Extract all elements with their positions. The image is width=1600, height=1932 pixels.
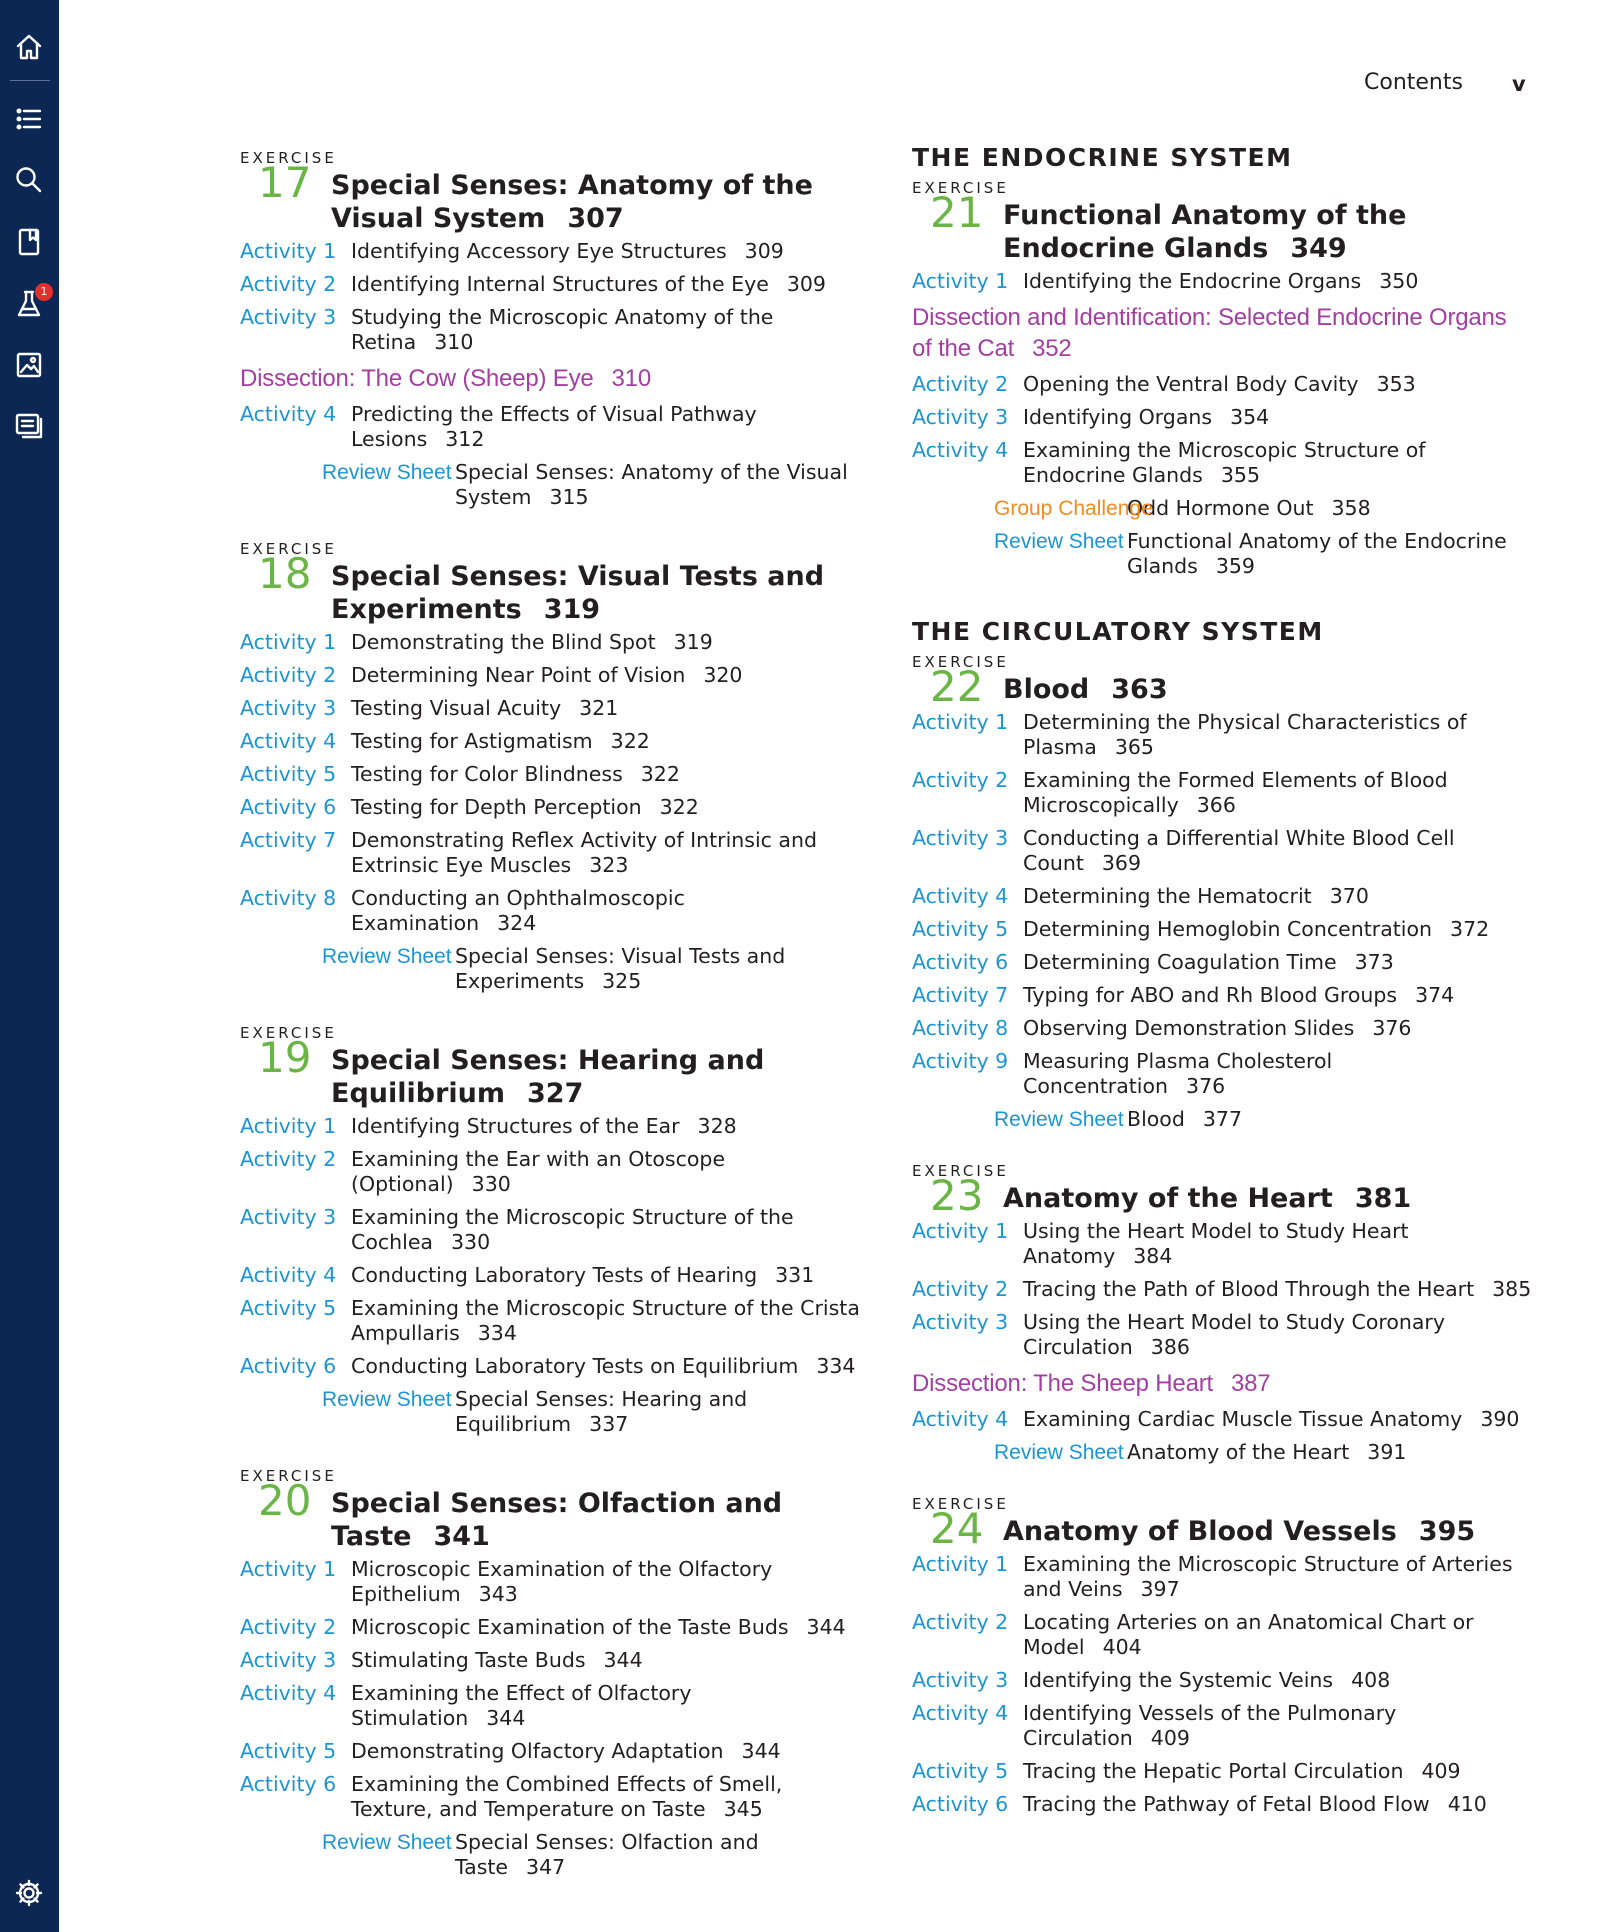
activity-entry[interactable]	[240, 1354, 860, 1379]
activity-label: Activity 2	[912, 1610, 1009, 1634]
group-challenge-entry[interactable]	[912, 496, 1532, 521]
exercise-number: 24	[930, 1504, 984, 1553]
activity-page: 322	[640, 762, 680, 786]
activity-title: Testing for Color Blindness	[351, 762, 623, 786]
review-sheet-label: Review Sheet	[994, 1108, 1124, 1131]
exercise-page: 381	[1354, 1183, 1412, 1214]
activity-label: Activity 1	[912, 710, 1009, 734]
activity-page: 344	[486, 1706, 526, 1730]
activity-label: Activity 6	[240, 1772, 337, 1796]
activity-label: Activity 5	[912, 917, 1009, 941]
review-sheet-entry[interactable]	[912, 529, 1532, 579]
review-sheet-title: Functional Anatomy of the Endocrine Glands	[1127, 529, 1507, 578]
activity-page: 385	[1492, 1277, 1532, 1301]
activity-title: Identifying Vessels of the Pulmonary Circulation	[1023, 1701, 1397, 1750]
activity-label: Activity 5	[912, 1759, 1009, 1783]
activity-label: Activity 5	[240, 1739, 337, 1763]
activity-page: 323	[589, 853, 629, 877]
activity-entry[interactable]	[240, 1681, 860, 1731]
review-sheet-page: 347	[526, 1855, 566, 1879]
activity-entry[interactable]	[912, 1407, 1532, 1432]
activity-title: Opening the Ventral Body Cavity	[1023, 372, 1359, 396]
activity-label: Activity 6	[912, 1792, 1009, 1816]
review-sheet-label: Review Sheet	[322, 1831, 452, 1854]
exercise-label: EXERCISE	[240, 1024, 337, 1042]
activity-title: Conducting a Differential White Blood Cell Count	[1023, 826, 1455, 875]
review-sheet-label: Review Sheet	[994, 1441, 1124, 1464]
activity-label: Activity 4	[912, 1407, 1009, 1431]
activity-entry[interactable]	[240, 630, 860, 655]
activity-label: Activity 1	[240, 1114, 337, 1138]
activity-title: Tracing the Path of Blood Through the Heart	[1023, 1277, 1475, 1301]
activity-page: 366	[1196, 793, 1236, 817]
notes-icon[interactable]	[12, 408, 46, 442]
activity-title: Using the Heart Model to Study Coronary Circulation	[1023, 1310, 1445, 1359]
activity-page: 322	[610, 729, 650, 753]
activity-entry[interactable]	[240, 729, 860, 754]
review-sheet-title: Blood	[1127, 1107, 1185, 1131]
activity-title: Examining the Formed Elements of Blood Microscopically	[1023, 768, 1448, 817]
exercise-page: 363	[1111, 674, 1168, 705]
activity-entry[interactable]	[912, 1016, 1532, 1041]
activity-label: Activity 5	[240, 1296, 337, 1320]
activity-entry[interactable]	[240, 1648, 860, 1673]
activity-entry[interactable]	[240, 663, 860, 688]
exercise-label: EXERCISE	[240, 149, 337, 167]
activity-entry[interactable]	[912, 884, 1532, 909]
activity-label: Activity 4	[240, 729, 337, 753]
activity-title: Examining the Combined Effects of Smell, Texture, and Temperature on Taste	[351, 1772, 783, 1821]
activity-label: Activity 3	[240, 1205, 337, 1229]
review-sheet-title: Special Senses: Anatomy of the Visual System	[455, 460, 848, 509]
running-header: Contents	[1364, 70, 1463, 95]
activity-title: Typing for ABO and Rh Blood Groups	[1023, 983, 1398, 1007]
activity-title: Examining the Microscopic Structure of Endocrine Glands	[1023, 438, 1426, 487]
activity-entry[interactable]	[240, 1739, 860, 1764]
review-sheet-page: 315	[549, 485, 589, 509]
activity-entry[interactable]	[240, 696, 860, 721]
activity-page: 310	[434, 330, 474, 354]
activity-title: Testing for Depth Perception	[351, 795, 642, 819]
activity-entry[interactable]	[240, 1263, 860, 1288]
activity-entry[interactable]	[912, 1759, 1532, 1784]
activity-label: Activity 1	[912, 1552, 1009, 1576]
dissection-entry[interactable]: Dissection: The Cow (Sheep) Eye 310	[240, 365, 651, 392]
activity-entry[interactable]	[240, 239, 860, 264]
search-icon[interactable]	[12, 163, 46, 197]
activity-label: Activity 3	[912, 1668, 1009, 1692]
review-sheet-label: Review Sheet	[322, 1388, 452, 1411]
activity-page: 374	[1415, 983, 1455, 1007]
activity-page: 372	[1450, 917, 1490, 941]
activity-page: 408	[1351, 1668, 1391, 1692]
exercise-number: 19	[258, 1033, 312, 1082]
exercise-22	[912, 653, 1532, 1132]
review-sheet-entry[interactable]	[240, 1387, 860, 1437]
exercise-page: 319	[543, 594, 601, 625]
exercise-number: 18	[258, 549, 312, 598]
exercise-20	[240, 1467, 860, 1880]
activity-page: 343	[478, 1582, 518, 1606]
activity-title: Using the Heart Model to Study Heart Anatomy	[1023, 1219, 1409, 1268]
activity-label: Activity 9	[912, 1049, 1009, 1073]
exercise-23	[912, 1162, 1532, 1465]
activity-page: 344	[741, 1739, 781, 1763]
activity-label: Activity 3	[240, 305, 337, 329]
exercise-title: Special Senses: Hearing and Equilibrium 327	[331, 1045, 765, 1109]
activity-title: Identifying the Systemic Veins	[1023, 1668, 1334, 1692]
activity-label: Activity 4	[912, 1701, 1009, 1725]
activity-label: Activity 1	[912, 1219, 1009, 1243]
exercise-21	[912, 179, 1532, 579]
activity-label: Activity 3	[912, 405, 1009, 429]
dissection-entry[interactable]: Dissection and Identification: Selected Endocrine Organs of the Cat 352	[912, 304, 1507, 362]
activity-title: Locating Arteries on an Anatomical Chart or Model	[1023, 1610, 1474, 1659]
system-heading: THE CIRCULATORY SYSTEM	[912, 617, 1324, 646]
bookmark-page-icon[interactable]	[12, 225, 46, 259]
exercise-17	[240, 149, 860, 510]
exercise-title: Anatomy of Blood Vessels 395	[1003, 1516, 1476, 1547]
review-sheet-entry[interactable]	[912, 1107, 1532, 1132]
activity-page: 320	[703, 663, 743, 687]
activity-label: Activity 2	[240, 272, 337, 296]
activity-entry[interactable]	[240, 1114, 860, 1139]
activity-page: 390	[1480, 1407, 1520, 1431]
review-sheet-label: Review Sheet	[322, 461, 452, 484]
activity-title: Examining the Microscopic Structure of the Crista Ampullaris	[351, 1296, 860, 1345]
activity-label: Activity 4	[912, 884, 1009, 908]
activity-page: 331	[775, 1263, 815, 1287]
exercise-24	[912, 1495, 1532, 1817]
system-heading: THE ENDOCRINE SYSTEM	[912, 143, 1293, 172]
activity-page: 410	[1447, 1792, 1487, 1816]
activity-page: 344	[603, 1648, 643, 1672]
activity-title: Testing Visual Acuity	[351, 696, 562, 720]
activity-title: Identifying Structures of the Ear	[351, 1114, 680, 1138]
review-sheet-entry[interactable]	[240, 1830, 860, 1880]
activity-entry[interactable]	[240, 272, 860, 297]
activity-label: Activity 2	[240, 1147, 337, 1171]
review-sheet-title: Special Senses: Visual Tests and Experiments	[455, 944, 786, 993]
review-sheet-page: 337	[589, 1412, 629, 1436]
activity-title: Demonstrating Olfactory Adaptation	[351, 1739, 724, 1763]
activity-entry[interactable]	[912, 950, 1532, 975]
exercise-label: EXERCISE	[240, 540, 337, 558]
activity-page: 409	[1421, 1759, 1461, 1783]
image-icon[interactable]	[12, 348, 46, 382]
review-sheet-title: Special Senses: Olfaction and Taste	[455, 1830, 759, 1879]
activity-entry[interactable]	[240, 305, 860, 355]
activity-title: Microscopic Examination of the Olfactory Epithelium	[351, 1557, 773, 1606]
activity-page: 345	[723, 1797, 763, 1821]
exercise-title: Blood 363	[1003, 674, 1168, 705]
activity-page: 321	[579, 696, 619, 720]
exercise-title: Special Senses: Anatomy of the Visual System 307	[331, 170, 813, 234]
activity-entry[interactable]	[912, 1552, 1532, 1602]
exercise-18	[240, 540, 860, 994]
activity-page: 309	[786, 272, 826, 296]
activity-entry[interactable]	[912, 438, 1532, 488]
activity-page: 309	[744, 239, 784, 263]
activity-title: Examining the Microscopic Structure of the Cochlea	[351, 1205, 794, 1254]
page-number: v	[1512, 72, 1526, 96]
activity-entry[interactable]	[912, 917, 1532, 942]
activity-title: Microscopic Examination of the Taste Buds	[351, 1615, 789, 1639]
activity-label: Activity 4	[240, 402, 337, 426]
activity-page: 376	[1186, 1074, 1226, 1098]
activity-label: Activity 7	[240, 828, 337, 852]
activity-page: 312	[445, 427, 485, 451]
activity-page: 409	[1150, 1726, 1190, 1750]
activity-title: Tracing the Pathway of Fetal Blood Flow	[1023, 1792, 1430, 1816]
activity-label: Activity 3	[240, 696, 337, 720]
exercise-page: 341	[433, 1521, 490, 1552]
activity-entry[interactable]	[912, 1668, 1532, 1693]
activity-entry[interactable]	[240, 1205, 860, 1255]
activity-title: Examining the Microscopic Structure of Arteries and Veins	[1023, 1552, 1513, 1601]
activity-entry[interactable]	[912, 983, 1532, 1008]
activity-title: Identifying Accessory Eye Structures	[351, 239, 727, 263]
review-sheet-entry[interactable]	[240, 460, 860, 510]
activity-title: Measuring Plasma Cholesterol Concentration	[1023, 1049, 1333, 1098]
activity-page: 319	[673, 630, 713, 654]
contents-left-column	[240, 145, 860, 1888]
activity-entry[interactable]	[912, 1277, 1532, 1302]
exercise-label: EXERCISE	[912, 653, 1009, 671]
activity-page: 330	[471, 1172, 511, 1196]
activity-title: Examining the Effect of Olfactory Stimulation	[351, 1681, 692, 1730]
activity-label: Activity 2	[912, 1277, 1009, 1301]
activity-entry[interactable]	[912, 768, 1532, 818]
activity-entry[interactable]	[912, 269, 1532, 294]
home-icon[interactable]	[12, 30, 46, 64]
activity-title: Observing Demonstration Slides	[1023, 1016, 1355, 1040]
activity-page: 365	[1114, 735, 1154, 759]
activity-title: Examining Cardiac Muscle Tissue Anatomy	[1023, 1407, 1463, 1431]
activity-page: 344	[806, 1615, 846, 1639]
activity-entry[interactable]	[912, 710, 1532, 760]
activity-label: Activity 6	[240, 1354, 337, 1378]
activity-title: Stimulating Taste Buds	[351, 1648, 586, 1672]
review-sheet-entry[interactable]	[912, 1440, 1532, 1465]
group-challenge-title: Odd Hormone Out	[1127, 496, 1314, 520]
exercise-number: 23	[930, 1171, 984, 1220]
review-sheet-entry[interactable]	[240, 944, 860, 994]
activity-label: Activity 5	[240, 762, 337, 786]
exercise-number: 17	[258, 158, 312, 207]
activity-label: Activity 3	[912, 826, 1009, 850]
review-sheet-label: Review Sheet	[322, 945, 452, 968]
group-challenge-label: Group Challenge	[994, 497, 1153, 520]
activity-entry[interactable]	[912, 1610, 1532, 1660]
exercise-page: 349	[1290, 233, 1347, 264]
activity-page: 334	[816, 1354, 856, 1378]
activity-label: Activity 1	[240, 239, 337, 263]
activity-page: 404	[1102, 1635, 1142, 1659]
activity-label: Activity 2	[912, 768, 1009, 792]
activity-page: 322	[659, 795, 699, 819]
activity-title: Conducting an Ophthalmoscopic Examination	[351, 886, 685, 935]
activity-title: Tracing the Hepatic Portal Circulation	[1023, 1759, 1404, 1783]
activity-entry[interactable]	[240, 1615, 860, 1640]
activity-page: 353	[1376, 372, 1416, 396]
activity-label: Activity 1	[240, 1557, 337, 1581]
review-sheet-label: Review Sheet	[994, 530, 1124, 553]
activity-title: Demonstrating the Blind Spot	[351, 630, 656, 654]
activity-label: Activity 2	[912, 372, 1009, 396]
activity-entry[interactable]	[912, 405, 1532, 430]
activity-page: 397	[1140, 1577, 1180, 1601]
activity-page: 328	[697, 1114, 737, 1138]
review-sheet-title: Special Senses: Hearing and Equilibrium	[455, 1387, 748, 1436]
activity-title: Conducting Laboratory Tests of Hearing	[351, 1263, 758, 1287]
activity-page: 354	[1230, 405, 1270, 429]
activity-entry[interactable]	[240, 402, 860, 452]
exercise-label: EXERCISE	[912, 179, 1009, 197]
exercise-label: EXERCISE	[240, 1467, 337, 1485]
activity-page: 376	[1372, 1016, 1412, 1040]
exercise-number: 20	[258, 1476, 312, 1525]
activity-title: Studying the Microscopic Anatomy of the Retina	[351, 305, 774, 354]
review-sheet-title: Anatomy of the Heart	[1127, 1440, 1350, 1464]
activity-page: 369	[1101, 851, 1142, 875]
activity-page: 386	[1150, 1335, 1190, 1359]
contents-right-column	[912, 143, 1532, 1825]
notification-badge: 1	[35, 283, 53, 301]
activity-title: Predicting the Effects of Visual Pathway Lesions	[351, 402, 757, 451]
exercise-label: EXERCISE	[912, 1162, 1009, 1180]
activity-label: Activity 3	[912, 1310, 1009, 1334]
sidebar	[0, 0, 59, 1932]
exercise-title: Functional Anatomy of the Endocrine Glands 349	[1003, 200, 1407, 264]
activity-label: Activity 3	[240, 1648, 337, 1672]
review-sheet-page: 325	[602, 969, 642, 993]
activity-entry[interactable]	[240, 1557, 860, 1607]
dissection-entry[interactable]: Dissection: The Sheep Heart 387	[912, 1370, 1271, 1397]
activity-page: 334	[477, 1321, 517, 1345]
review-sheet-page: 391	[1367, 1440, 1407, 1464]
exercise-page: 395	[1418, 1516, 1476, 1547]
activity-entry[interactable]	[240, 886, 860, 936]
activity-title: Determining the Physical Characteristics of Plasma	[1023, 710, 1467, 759]
activity-page: 324	[497, 911, 537, 935]
activity-title: Conducting Laboratory Tests on Equilibrium	[351, 1354, 799, 1378]
activity-page: 373	[1354, 950, 1394, 974]
group-challenge-page: 358	[1331, 496, 1371, 520]
exercise-title: Anatomy of the Heart 381	[1003, 1183, 1412, 1214]
activity-entry[interactable]	[912, 826, 1532, 876]
activity-entry[interactable]	[240, 762, 860, 787]
activity-title: Examining the Ear with an Otoscope (Optional)	[351, 1147, 726, 1196]
exercise-number: 22	[930, 662, 984, 711]
activity-label: Activity 8	[240, 886, 337, 910]
activity-label: Activity 4	[912, 438, 1009, 462]
activity-title: Determining Near Point of Vision	[351, 663, 686, 687]
activity-entry[interactable]	[240, 795, 860, 820]
activity-title: Identifying the Endocrine Organs	[1023, 269, 1362, 293]
exercise-title: Special Senses: Visual Tests and Experiments 319	[331, 561, 825, 625]
activity-label: Activity 1	[240, 630, 337, 654]
exercise-label: EXERCISE	[912, 1495, 1009, 1513]
activity-page: 350	[1379, 269, 1419, 293]
gear-icon[interactable]	[12, 1876, 46, 1910]
activity-title: Identifying Internal Structures of the Eye	[351, 272, 769, 296]
exercise-number: 21	[930, 188, 984, 237]
activity-title: Determining the Hematocrit	[1023, 884, 1312, 908]
activity-page: 330	[451, 1230, 491, 1254]
activity-label: Activity 6	[240, 795, 337, 819]
activity-entry[interactable]	[240, 1147, 860, 1197]
review-sheet-page: 359	[1215, 554, 1255, 578]
activity-entry[interactable]	[912, 1310, 1532, 1360]
activity-title: Identifying Organs	[1023, 405, 1213, 429]
activity-label: Activity 4	[240, 1681, 337, 1705]
activity-entry[interactable]	[240, 828, 860, 878]
exercise-19	[240, 1024, 860, 1437]
exercise-page: 327	[527, 1078, 584, 1109]
exercise-page: 307	[567, 203, 624, 234]
activity-page: 355	[1220, 463, 1260, 487]
activity-title: Testing for Astigmatism	[351, 729, 593, 753]
activity-page: 384	[1133, 1244, 1173, 1268]
activity-title: Demonstrating Reflex Activity of Intrinsic and Extrinsic Eye Muscles	[351, 828, 817, 877]
sidebar-divider	[10, 80, 50, 81]
activity-label: Activity 6	[912, 950, 1009, 974]
activity-label: Activity 2	[240, 663, 337, 687]
activity-entry[interactable]	[912, 1792, 1532, 1817]
activity-entry[interactable]	[912, 1219, 1532, 1269]
activity-page: 370	[1329, 884, 1369, 908]
list-icon[interactable]	[12, 102, 46, 136]
activity-entry[interactable]	[240, 1296, 860, 1346]
activity-title: Determining Coagulation Time	[1023, 950, 1337, 974]
activity-title: Determining Hemoglobin Concentration	[1023, 917, 1433, 941]
activity-entry[interactable]	[912, 1701, 1532, 1751]
activity-label: Activity 2	[240, 1615, 337, 1639]
activity-label: Activity 8	[912, 1016, 1009, 1040]
activity-entry[interactable]	[912, 1049, 1532, 1099]
activity-entry[interactable]	[240, 1772, 860, 1822]
activity-label: Activity 1	[912, 269, 1009, 293]
review-sheet-page: 377	[1202, 1107, 1242, 1131]
activity-label: Activity 4	[240, 1263, 337, 1287]
activity-label: Activity 7	[912, 983, 1009, 1007]
activity-entry[interactable]	[912, 372, 1532, 397]
exercise-title: Special Senses: Olfaction and Taste 341	[331, 1488, 783, 1552]
